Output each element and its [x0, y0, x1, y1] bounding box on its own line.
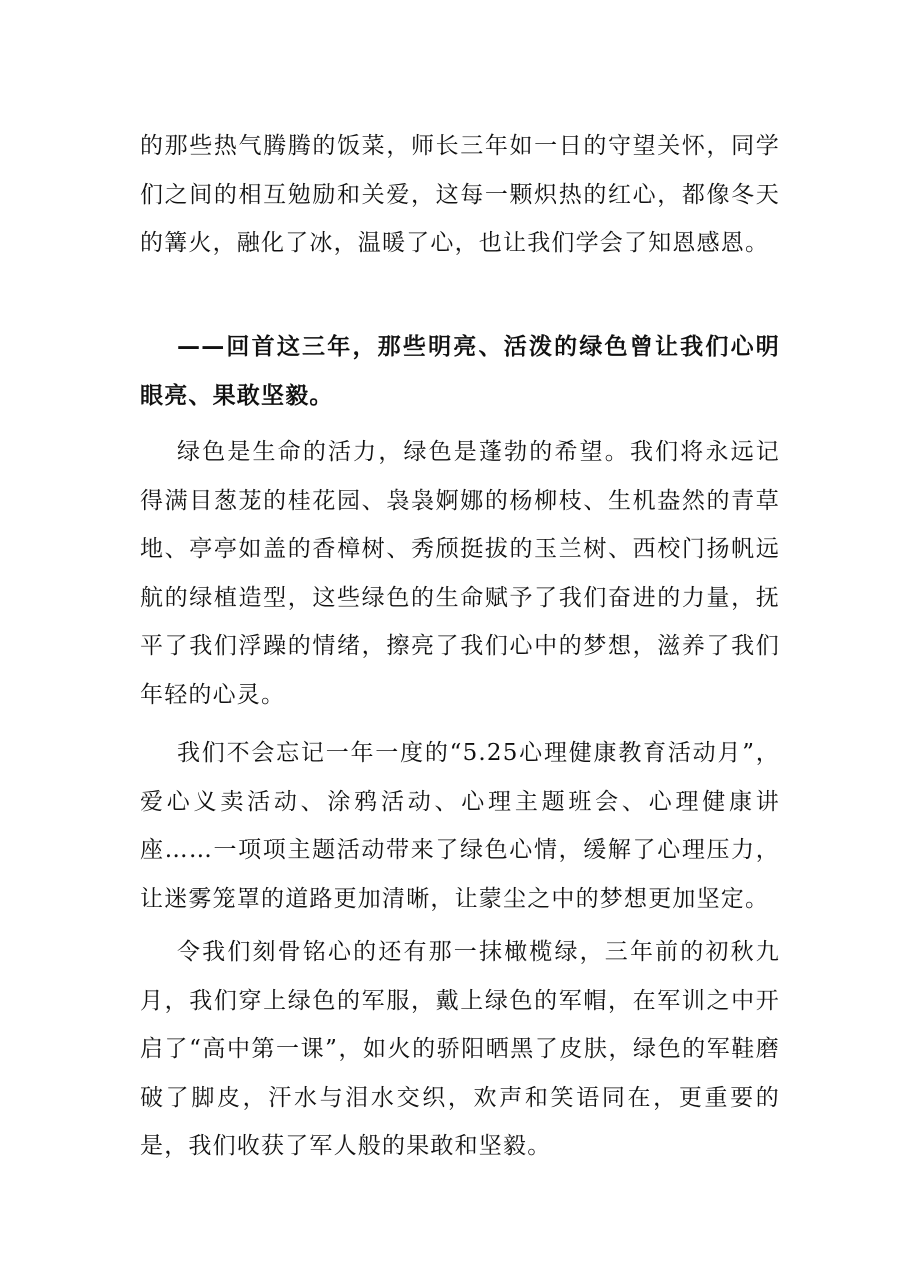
paragraph-mental-health-month: 我们不会忘记一年一度的“5.25心理健康教育活动月”，爱心义卖活动、涂鸦活动、心理主题班会、心理健康讲座……一项项主题活动带来了绿色心情，缓解了心理压力，让迷雾笼罩的道路更加清晰，让蒙尘之中的梦想更加坚定。 [140, 740, 780, 912]
paragraph-green-life: 绿色是生命的活力，绿色是蓬勃的希望。我们将永远记得满目葱茏的桂花园、袅袅婀娜的杨柳枝、生机盎然的青草地、亭亭如盖的香樟树、秀颀挺拔的玉兰树、西校门扬帆远航的绿植造型，这些绿色的生命赋予了我们奋进的力量，抚平了我们浮躁的情绪，擦亮了我们心中的梦想，滋养了我们年轻的心灵。 [140, 439, 780, 708]
section-heading: ——回首这三年，那些明亮、活泼的绿色曾让我们心明眼亮、果敢坚毅。 [140, 334, 780, 409]
paragraph-continuation: 的那些热气腾腾的饭菜，师长三年如一日的守望关怀，同学们之间的相互勉励和关爱，这每一颗炽热的红心，都像冬天的篝火，融化了冰，温暖了心，也让我们学会了知恩感恩。 [140, 133, 780, 256]
paragraph-military-training: 令我们刻骨铭心的还有那一抹橄榄绿，三年前的初秋九月，我们穿上绿色的军服，戴上绿色的军帽，在军训之中开启了“高中第一课”，如火的骄阳晒黑了皮肤，绿色的军鞋磨破了脚皮，汗水与泪水交织，欢声和笑语同在，更重要的是，我们收获了军人般的果敢和坚毅。 [140, 939, 780, 1159]
